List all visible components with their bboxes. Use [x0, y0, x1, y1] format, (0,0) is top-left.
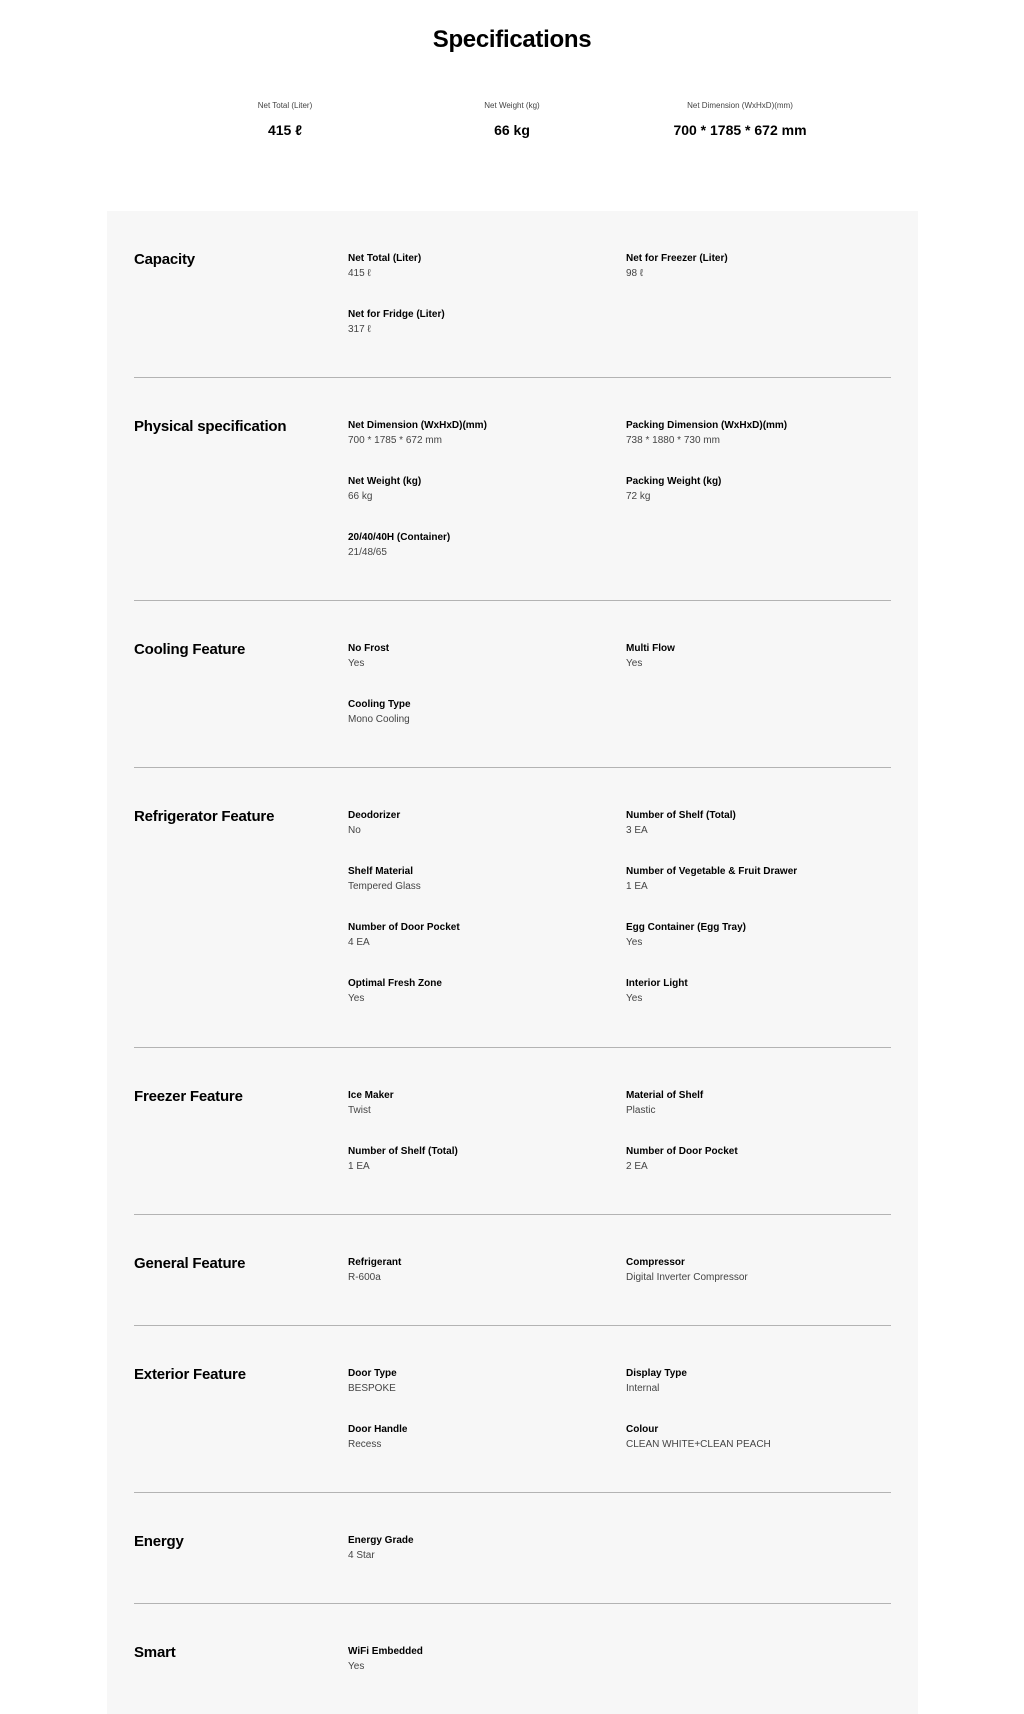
- section-title: Refrigerator Feature: [134, 808, 275, 825]
- section-title: Smart: [134, 1644, 176, 1661]
- spec-item: [626, 1366, 687, 1396]
- spec-value: Internal: [626, 1383, 660, 1394]
- spec-section-energy: [134, 1493, 891, 1604]
- highlight-label: Net Dimension (WxHxD)(mm): [687, 101, 793, 110]
- spec-value: 1 EA: [348, 1161, 370, 1172]
- spec-item: [348, 1644, 423, 1674]
- spec-item: [348, 976, 442, 1006]
- spec-value: 98 ℓ: [626, 268, 644, 279]
- spec-value: CLEAN WHITE+CLEAN PEACH: [626, 1439, 771, 1450]
- highlight-value: 700 * 1785 * 672 mm: [673, 122, 807, 138]
- spec-value: 21/48/65: [348, 547, 387, 558]
- highlight-net-weight: [382, 101, 642, 138]
- spec-label: Display Type: [626, 1368, 687, 1379]
- spec-label: Material of Shelf: [626, 1090, 704, 1101]
- spec-label: 20/40/40H (Container): [348, 532, 451, 543]
- spec-label: Number of Door Pocket: [348, 922, 460, 933]
- spec-label: Deodorizer: [348, 810, 401, 821]
- spec-section-freezer: [134, 1048, 891, 1215]
- spec-item: [348, 474, 421, 504]
- spec-label: Door Type: [348, 1368, 397, 1379]
- spec-section-refrigerator: [134, 768, 891, 1048]
- section-title: Exterior Feature: [134, 1366, 246, 1383]
- spec-item: [348, 920, 460, 950]
- spec-section-smart: [134, 1604, 891, 1714]
- spec-item: [348, 1422, 407, 1452]
- spec-item: [348, 864, 421, 894]
- highlight-value: 415 ℓ: [267, 122, 303, 138]
- spec-label: Number of Door Pocket: [626, 1146, 738, 1157]
- spec-label: Egg Container (Egg Tray): [626, 922, 747, 933]
- spec-item: [348, 808, 400, 838]
- spec-label: Door Handle: [348, 1424, 408, 1435]
- spec-item: [626, 976, 688, 1006]
- spec-value: Mono Cooling: [348, 714, 410, 725]
- spec-label: Number of Shelf (Total): [626, 810, 736, 821]
- spec-label: Ice Maker: [348, 1090, 394, 1101]
- spec-value: Recess: [348, 1439, 382, 1450]
- spec-item: [348, 1533, 414, 1563]
- spec-value: 72 kg: [626, 491, 651, 502]
- spec-value: Plastic: [626, 1105, 656, 1116]
- spec-item: [626, 474, 721, 504]
- spec-label: Number of Shelf (Total): [348, 1146, 458, 1157]
- spec-value: 738 * 1880 * 730 mm: [626, 435, 720, 446]
- spec-item: [626, 808, 736, 838]
- spec-label: Packing Dimension (WxHxD)(mm): [626, 420, 788, 431]
- spec-label: Cooling Type: [348, 699, 411, 710]
- spec-item: [626, 418, 787, 448]
- spec-value: Yes: [348, 993, 365, 1004]
- spec-value: 3 EA: [626, 825, 648, 836]
- spec-label: Colour: [626, 1424, 659, 1435]
- spec-value: 4 EA: [348, 937, 370, 948]
- spec-panel: [107, 211, 918, 1714]
- section-title: Energy: [134, 1533, 184, 1550]
- highlight-value: 66 kg: [494, 122, 530, 138]
- spec-item: [626, 641, 675, 671]
- spec-item: [348, 1088, 394, 1118]
- spec-value: Yes: [626, 993, 643, 1004]
- spec-label: Energy Grade: [348, 1535, 414, 1546]
- spec-value: 317 ℓ: [348, 324, 371, 335]
- spec-section-exterior: [134, 1326, 891, 1493]
- spec-item: [348, 1144, 458, 1174]
- spec-item: [626, 864, 797, 894]
- section-title: Capacity: [134, 251, 195, 268]
- section-title: Physical specification: [134, 418, 287, 435]
- highlight-net-dimension: [610, 101, 870, 138]
- spec-value: 700 * 1785 * 672 mm: [348, 435, 442, 446]
- spec-label: Net Weight (kg): [348, 476, 422, 487]
- section-title: General Feature: [134, 1255, 246, 1272]
- spec-value: 4 Star: [348, 1550, 375, 1561]
- spec-value: 1 EA: [626, 881, 648, 892]
- spec-value: R-600a: [348, 1272, 381, 1283]
- spec-value: No: [348, 825, 361, 836]
- spec-section-general: [134, 1215, 891, 1326]
- spec-item: [626, 1144, 738, 1174]
- highlight-label: Net Weight (kg): [484, 101, 540, 110]
- spec-label: Compressor: [626, 1257, 685, 1268]
- spec-value: Yes: [626, 937, 643, 948]
- spec-label: Net Total (Liter): [348, 253, 422, 264]
- highlight-net-total: [155, 101, 415, 138]
- spec-value: Yes: [348, 658, 365, 669]
- spec-section-capacity: [134, 211, 891, 378]
- spec-section-physical: [134, 378, 891, 601]
- spec-label: Net for Freezer (Liter): [626, 253, 728, 264]
- spec-value: Twist: [348, 1105, 371, 1116]
- spec-value: Tempered Glass: [348, 881, 421, 892]
- spec-item: [348, 697, 411, 727]
- spec-item: [348, 1255, 401, 1285]
- spec-value: 2 EA: [626, 1161, 648, 1172]
- spec-label: WiFi Embedded: [348, 1646, 423, 1657]
- spec-label: Refrigerant: [348, 1257, 402, 1268]
- spec-value: Yes: [348, 1661, 365, 1672]
- spec-label: Packing Weight (kg): [626, 476, 722, 487]
- spec-item: [348, 418, 487, 448]
- spec-label: Shelf Material: [348, 866, 414, 877]
- spec-value: BESPOKE: [348, 1383, 396, 1394]
- spec-item: [348, 530, 450, 560]
- spec-label: Multi Flow: [626, 643, 675, 654]
- spec-value: Digital Inverter Compressor: [626, 1272, 748, 1283]
- spec-section-cooling: [134, 601, 891, 768]
- spec-item: [626, 1255, 748, 1285]
- spec-value: 66 kg: [348, 491, 373, 502]
- spec-label: Net Dimension (WxHxD)(mm): [348, 420, 487, 431]
- spec-label: No Frost: [348, 643, 390, 654]
- spec-value: 415 ℓ: [348, 268, 371, 279]
- spec-item: [348, 251, 421, 281]
- spec-label: Interior Light: [626, 978, 688, 989]
- spec-value: Yes: [626, 658, 643, 669]
- page-title: Specifications: [432, 26, 592, 53]
- highlight-label: Net Total (Liter): [257, 101, 313, 110]
- spec-item: [348, 1366, 397, 1396]
- section-title: Cooling Feature: [134, 641, 246, 658]
- spec-label: Optimal Fresh Zone: [348, 978, 442, 989]
- spec-item: [626, 1088, 703, 1118]
- section-title: Freezer Feature: [134, 1088, 243, 1105]
- spec-item: [348, 307, 445, 337]
- spec-item: [626, 1422, 771, 1452]
- spec-item: [348, 641, 389, 671]
- spec-item: [626, 920, 746, 950]
- spec-label: Number of Vegetable & Fruit Drawer: [626, 866, 798, 877]
- spec-item: [626, 251, 728, 281]
- spec-label: Net for Fridge (Liter): [348, 309, 445, 320]
